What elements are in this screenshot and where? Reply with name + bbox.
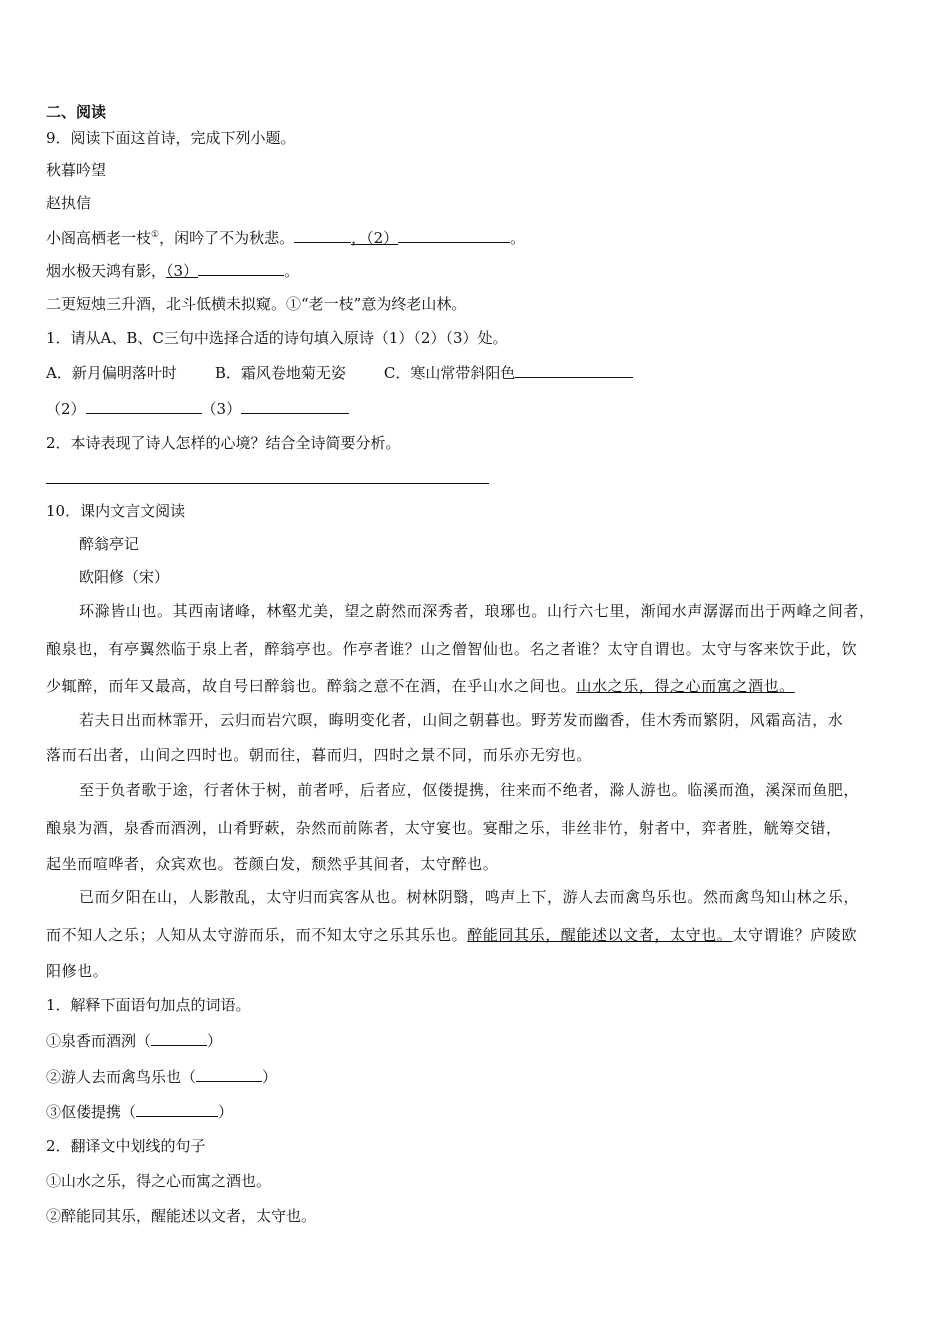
fill-blank-3[interactable] <box>198 260 284 276</box>
option-b: B．霜风卷地菊无姿 <box>214 364 346 382</box>
footnote-marker: ① <box>151 230 160 240</box>
answer-label-3: （3） <box>201 400 242 418</box>
item-text: ③伛偻提携（ <box>46 1103 137 1121</box>
section-title: 二、阅读 <box>46 103 107 121</box>
explain-item-1 <box>46 1030 222 1051</box>
q9-subquestion-2: 2．本诗表现了诗人怎样的心境？结合全诗简要分析。 <box>46 434 401 452</box>
q9-options <box>46 362 633 383</box>
essay-line <box>46 676 795 696</box>
explain-item-2 <box>46 1066 277 1087</box>
translate-item-2: ②醉能同其乐，醒能述以文者，太守也。 <box>46 1207 317 1225</box>
translate-item-1: ①山水之乐，得之心而寓之酒也。 <box>46 1172 272 1190</box>
fill-blank-2[interactable] <box>398 227 510 243</box>
poem-text: 。 <box>284 262 300 280</box>
option-a: A．新月偏明落叶时 <box>46 364 177 382</box>
poem-text: 小阁高栖老一枝 <box>46 229 152 247</box>
essay-line: 落而石出者，山间之四时也。朝而往，暮而归，四时之景不同，而乐亦无穷也。 <box>46 746 593 764</box>
poem-title: 秋暮吟望 <box>46 161 107 179</box>
answer-blank-2[interactable] <box>86 398 202 414</box>
q10-subquestion-1: 1．解释下面语句加点的词语。 <box>46 996 251 1014</box>
question-9-prompt: 9．阅读下面这首诗，完成下列小题。 <box>46 129 296 147</box>
essay-line: 环滁皆山也。其西南诸峰，林壑尤美，望之蔚然而深秀者，琅琊也。山行六七里，渐闻水声潺潺而出于两峰之间者， <box>79 602 875 620</box>
question-10-prompt: 10．课内文言文阅读 <box>46 502 186 520</box>
essay-line: 若夫日出而林霏开，云归而岩穴暝，晦明变化者，山间之朝暮也。野芳发而幽香，佳木秀而繁阴，风霜高洁，水 <box>79 711 844 729</box>
essay-line: 至于负者歌于途，行者休于树，前者呼，后者应，伛偻提携，往来而不绝者，滁人游也。临溪而渔，溪深而鱼肥， <box>79 781 860 799</box>
item-text: ） <box>218 1103 234 1121</box>
essay-line: 酿泉为酒，泉香而酒洌，山肴野蔌，杂然而前陈者，太守宴也。宴酣之乐，非丝非竹，射者中，弈者胜，觥筹交错， <box>46 819 842 837</box>
item-text: ） <box>262 1068 278 1086</box>
blank-3-label: （3） <box>166 262 199 280</box>
essay-text: 太守谓谁？庐陵欧 <box>732 926 858 944</box>
q9-answer-line <box>46 398 349 419</box>
essay-author: 欧阳修（宋） <box>79 568 170 586</box>
explain-blank-3[interactable] <box>136 1101 218 1117</box>
item-text: ） <box>207 1032 223 1050</box>
answer-blank-1[interactable] <box>515 362 633 378</box>
answer-blank-3[interactable] <box>241 398 349 414</box>
poem-text: ，闲吟了不为秋悲。 <box>159 229 295 247</box>
explain-blank-1[interactable] <box>151 1030 207 1046</box>
poem-text: 烟水极天鸿有影， <box>46 262 167 280</box>
poem-author: 赵执信 <box>46 194 92 212</box>
q9-subquestion-1: 1．请从A、B、C三句中选择合适的诗句填入原诗（1）（2）（3）处。 <box>46 329 508 347</box>
poem-line-3: 二更短烛三升酒，北斗低横未拟窥。①“老一枝”意为终老山林。 <box>46 295 467 313</box>
explain-blank-2[interactable] <box>196 1066 262 1082</box>
underlined-sentence-1: 山水之乐，得之心而寓之酒也。 <box>576 677 795 695</box>
essay-line: 酿泉也，有亭翼然临于泉上者，醉翁亭也。作亭者谁？山之僧智仙也。名之者谁？太守自谓也。太守与客来饮于此，饮 <box>46 640 858 658</box>
poem-line-2 <box>46 260 299 281</box>
item-text: ②游人去而禽鸟乐也（ <box>46 1068 197 1086</box>
option-c: C．寒山常带斜阳色 <box>383 364 516 382</box>
fill-blank-1[interactable] <box>294 227 351 243</box>
essay-line <box>46 925 857 945</box>
essay-text: 少辄醉，而年又最高，故自号曰醉翁也。醉翁之意不在酒，在乎山水之间也。 <box>46 677 577 695</box>
essay-text: 而不知人之乐；人知从太守游而乐，而不知太守之乐其乐也。 <box>46 926 468 944</box>
item-text: ①泉香而酒洌（ <box>46 1032 152 1050</box>
underlined-sentence-2: 醉能同其乐，醒能述以文者，太守也。 <box>467 926 733 944</box>
explain-item-3 <box>46 1101 233 1122</box>
answer-label-2: （2） <box>46 400 86 418</box>
essay-line: 已而夕阳在山，人影散乱，太守归而宾客从也。树林阴翳，鸣声上下，游人去而禽鸟乐也。然而禽鸟知山林之乐， <box>79 888 860 906</box>
poem-text: 。 <box>510 229 526 247</box>
essay-title: 醉翁亭记 <box>79 535 140 553</box>
blank-2-label: （2） <box>366 229 399 247</box>
essay-line: 起坐而喧哗者，众宾欢也。苍颜白发，颓然乎其间者，太守醉也。 <box>46 855 499 873</box>
q10-subquestion-2: 2．翻译文中划线的句子 <box>46 1137 206 1155</box>
answer-line[interactable] <box>46 483 489 484</box>
poem-text: ， <box>351 229 367 247</box>
poem-line-1 <box>46 227 525 248</box>
essay-line: 阳修也。 <box>46 962 109 980</box>
